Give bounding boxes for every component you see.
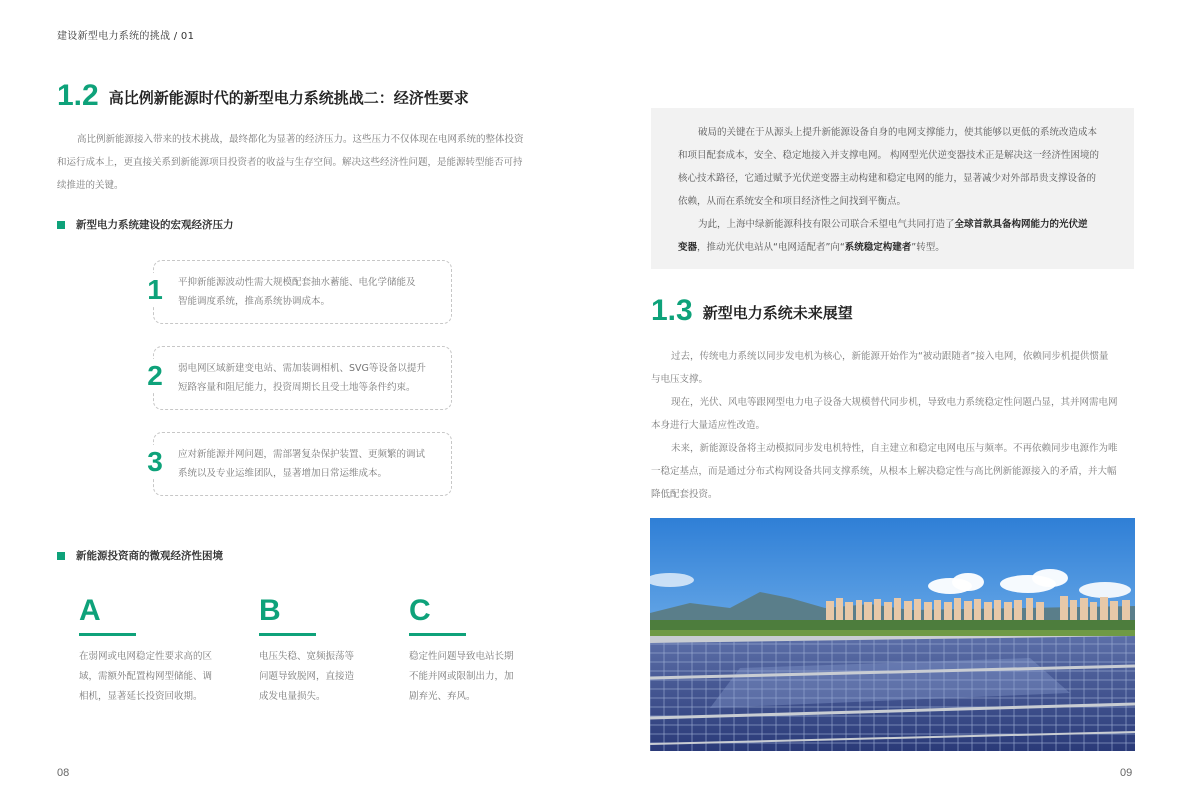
pressure-card-3	[147, 432, 452, 496]
running-head: 建设新型电力系统的挑战 / 01	[57, 31, 195, 42]
page-number-right: 09	[1120, 767, 1133, 779]
section-heading-1-2	[57, 81, 469, 111]
section-heading-1-3	[651, 296, 853, 326]
highlight-box	[651, 108, 1134, 269]
card-number: 2	[144, 359, 166, 393]
dilemma-column-a	[79, 596, 244, 707]
box-paragraph-2: 为此，上海中绿新能源科技有限公司联合禾望电气共同打造了全球首款具备构网能力的光伏逆 变器，推动光伏电站从“电网适配者”向“系统稳定构建者”转型。	[678, 219, 1088, 253]
intro-paragraph: 高比例新能源接入带来的技术挑战，最终都化为显著的经济压力。这些压力不仅体现在电网系统的整体投资 和运行成本上，更直接关系到新能源项目投资者的收益与生存空间。解决这些经济性问题，是能源转型能否可持 续推进的关键。	[57, 134, 524, 191]
solar-farm-illustration	[650, 518, 1135, 751]
card-text: 应对新能源并网问题，需部署复杂保护装置、更频繁的调试 系统以及专业运维团队，显著增加日常运维成本。	[178, 449, 426, 479]
section-title: 高比例新能源时代的新型电力系统挑战二：经济性要求	[108, 89, 469, 107]
highlight-role: 系统稳定构建者	[844, 242, 912, 253]
card-text: 弱电网区域新建变电站、需加装调相机、SVG等设备以提升 短路容量和阻尼能力，投资周期长且受土地等条件约束。	[178, 363, 426, 393]
pressure-card-1	[147, 260, 452, 324]
outlook-paragraphs: 过去，传统电力系统以同步发电机为核心，新能源开始作为“被动跟随者”接入电网，依赖同步机提供惯量 与电压支撑。 现在，光伏、风电等跟网型电力电子设备大规模替代同步机，导致电力系统稳定性问题凸显，其并网需电网 本身进行大量适应性改造。 未来，新能源设备将主动模拟同步发电机特性，自主建立和稳定电网电压与频率。不再依赖同步电源作为唯 一稳定基点，而是通过分布式构网设备共同支撑系统，从根本上解决稳定性与高比例新能源接入的矛盾，并大幅 降低配套投资。	[651, 351, 1118, 500]
section-number: 1.3	[651, 294, 693, 327]
box-paragraph-1: 破局的关键在于从源头上提升新能源设备自身的电网支撑能力，使其能够以更低的系统改造成本 和项目配套成本，安全、稳定地接入并支撑电网。 构网型光伏逆变器技术正是解决这一经济性困境的 核心技术路径，它通过赋予光伏逆变器主动构建和稳定电网的能力，显著减少对外部昂贵支撑设备的 依赖，从而在系统安全和项目经济性之间找到平衡点。	[678, 127, 1100, 207]
column-text: 在弱网或电网稳定性要求高的区 域，需额外配置构网型储能、调 相机，显著延长投资回收期。	[79, 651, 213, 702]
solar-farm-photo	[650, 518, 1135, 751]
column-underline	[259, 633, 316, 636]
column-text: 电压失稳、宽频振荡等 问题导致脱网，直接造 成发电量损失。	[259, 651, 355, 702]
column-letter: C	[409, 594, 431, 627]
column-underline	[79, 633, 136, 636]
card-number: 1	[144, 273, 166, 307]
card-number: 3	[144, 445, 166, 479]
card-text: 平抑新能源波动性需大规模配套抽水蓄能、电化学储能及 智能调度系统，推高系统协调成本。	[178, 277, 416, 307]
section-number: 1.2	[57, 79, 99, 112]
macro-heading: 新型电力系统建设的宏观经济压力	[57, 217, 234, 232]
pressure-card-2	[147, 346, 452, 410]
bullet-square-icon	[57, 221, 65, 229]
column-underline	[409, 633, 466, 636]
dilemma-column-c	[409, 596, 549, 707]
page-number-left: 08	[57, 767, 70, 779]
column-letter: B	[259, 594, 281, 627]
highlight-product: 全球首款具备构网能力的光伏逆	[954, 219, 1088, 230]
micro-heading: 新能源投资商的微观经济性困境	[57, 548, 223, 563]
bullet-square-icon	[57, 552, 65, 560]
column-text: 稳定性问题导致电站长期 不能并网或限制出力，加 剧弃光、弃风。	[409, 651, 514, 702]
column-letter: A	[79, 594, 101, 627]
dilemma-column-b	[259, 596, 404, 707]
section-title: 新型电力系统未来展望	[702, 304, 853, 322]
